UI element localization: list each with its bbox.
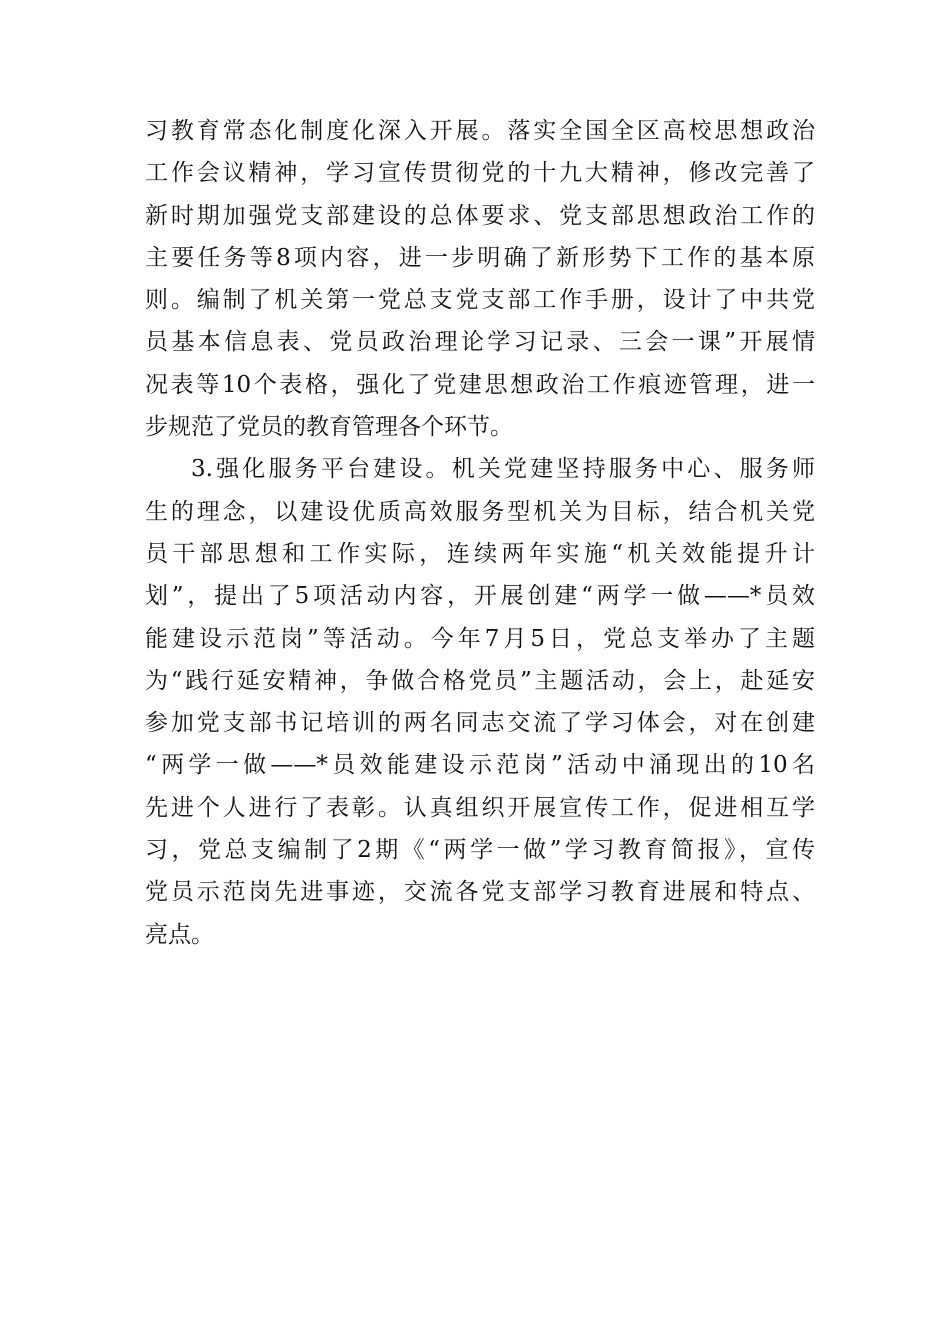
text-line: 员基本信息表、党员政治理论学习记录、三会一课”开展情 bbox=[145, 329, 815, 356]
text-line: 党员示范岗先进事迹，交流各党支部学习教育进展和特点、 bbox=[145, 879, 815, 906]
text-line: 能建设示范岗”等活动。今年7月5日，党总支举办了主题 bbox=[145, 625, 815, 652]
text-line: 新时期加强党支部建设的总体要求、党支部思想政治工作的 bbox=[145, 202, 815, 229]
paragraph-1 bbox=[145, 110, 815, 448]
text-line: 主要任务等8项内容，进一步明确了新形势下工作的基本原 bbox=[145, 244, 815, 271]
text-line-indented: 3.强化服务平台建设。机关党建坚持服务中心、服务师 bbox=[191, 456, 815, 483]
document-body bbox=[145, 110, 815, 956]
text-line: 先进个人进行了表彰。认真组织开展宣传工作，促进相互学 bbox=[145, 794, 815, 821]
text-line: “两学一做——*员效能建设示范岗”活动中涌现出的10名 bbox=[145, 752, 815, 779]
text-line: 步规范了党员的教育管理各个环节。 bbox=[145, 414, 513, 441]
text-line: 生的理念，以建设优质高效服务型机关为目标，结合机关党 bbox=[145, 498, 815, 525]
paragraph-2 bbox=[145, 448, 815, 956]
text-line: 习，党总支编制了2期《“两学一做”学习教育简报》，宣传 bbox=[145, 837, 815, 864]
text-line: 员干部思想和工作实际，连续两年实施“机关效能提升计 bbox=[145, 540, 815, 567]
text-line: 划”，提出了5项活动内容，开展创建“两学一做——*员效 bbox=[145, 583, 815, 610]
text-line: 况表等10个表格，强化了党建思想政治工作痕迹管理，进一 bbox=[145, 371, 815, 398]
text-line: 习教育常态化制度化深入开展。落实全国全区高校思想政治 bbox=[145, 118, 815, 144]
text-line: 则。编制了机关第一党总支党支部工作手册，设计了中共党 bbox=[145, 287, 815, 314]
text-line: 亮点。 bbox=[145, 921, 214, 948]
text-line: 参加党支部书记培训的两名同志交流了学习体会，对在创建 bbox=[145, 710, 815, 737]
text-line: 为“践行延安精神，争做合格党员”主题活动，会上，赴延安 bbox=[145, 667, 815, 694]
text-line: 工作会议精神，学习宣传贯彻党的十九大精神，修改完善了 bbox=[145, 160, 815, 187]
